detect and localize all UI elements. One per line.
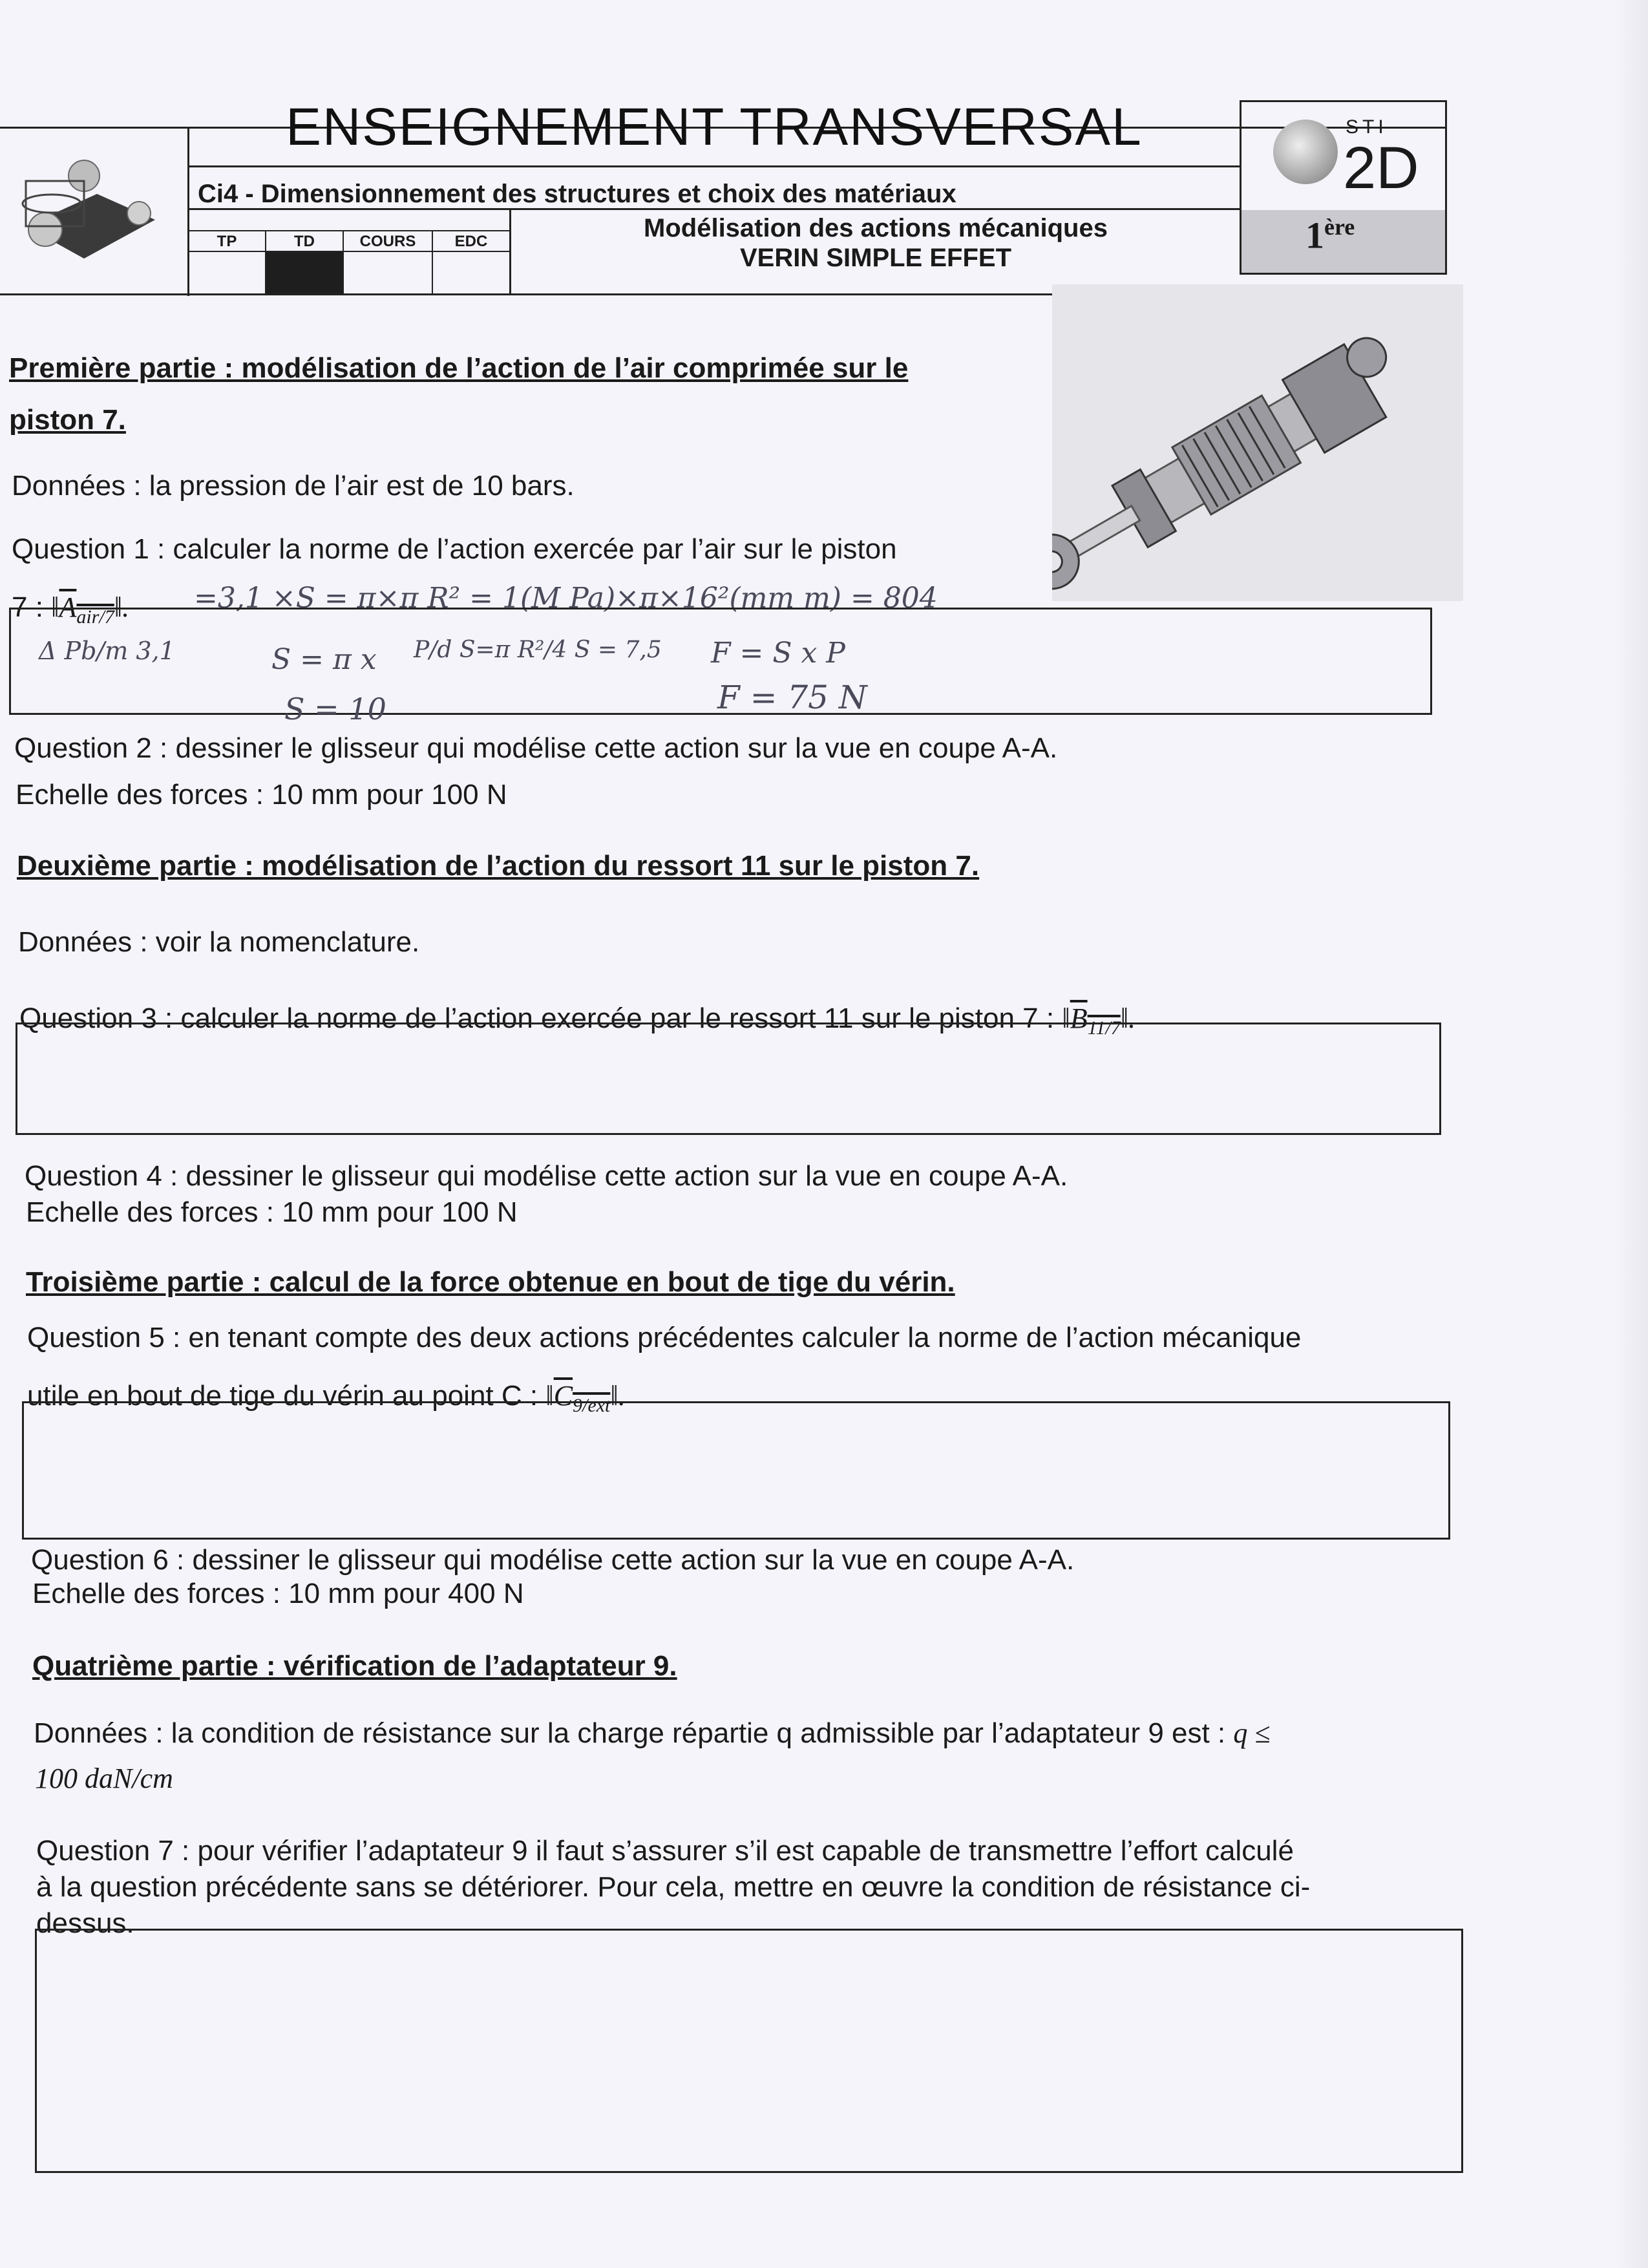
q1-vector-norm: $‖A_{air/7}‖$. xyxy=(51,591,130,628)
question-2-text: Question 2 : dessiner le glisseur qui modélise cette action sur la vue en coupe A-A. xyxy=(14,732,1058,764)
handwritten-q1-line: =3,1 ×S = π×π R² = 1(M Pa)×π×16²(mm m) = 804 xyxy=(194,582,938,615)
q5-vector: C xyxy=(553,1380,573,1412)
level-number: 1 xyxy=(1305,214,1324,257)
q3-vector: B xyxy=(1070,1002,1088,1034)
handwritten-a6: F = 75 N xyxy=(717,679,867,716)
question-5-line1: Question 5 : en tenant compte des deux actions précédentes calculer la norme de l’action mécanique xyxy=(27,1322,1302,1353)
question-4-text: Question 4 : dessiner le glisseur qui modélise cette action sur la vue en coupe A-A. xyxy=(25,1160,1068,1192)
part1-donnees: Données : la pression de l’air est de 10 bars. xyxy=(12,470,575,502)
page-edge xyxy=(1616,0,1648,2268)
q1-vector-sub: air/7 xyxy=(76,606,114,628)
logo-sti-text: STI xyxy=(1346,116,1388,138)
part1-heading-line2: piston 7. xyxy=(9,404,126,436)
course-subtitle: Ci4 - Dimensionnement des structures et choix des matériaux xyxy=(198,180,956,208)
question-4-scale: Echelle des forces : 10 mm pour 100 N xyxy=(26,1196,518,1228)
part2-donnees: Données : voir la nomenclature. xyxy=(18,926,420,958)
topic-line-1: Modélisation des actions mécaniques xyxy=(644,214,1108,242)
document-topic xyxy=(517,213,1234,273)
question-6-scale: Echelle des forces : 10 mm pour 400 N xyxy=(32,1578,524,1609)
cell-td: TD xyxy=(294,233,315,250)
donnees-text: Données : la condition de résistance sur la charge répartie q admissible par l’adaptateur 9 est : xyxy=(34,1717,1226,1749)
q1-prefix: 7 : xyxy=(12,591,43,623)
part3-heading: Troisième partie : calcul de la force obtenue en bout de tige du vérin. xyxy=(26,1266,955,1298)
part1-heading-line1: Première partie : modélisation de l’action de l’air comprimée sur le xyxy=(9,352,909,384)
cell-tp: TP xyxy=(217,233,237,250)
answer-box-q5[interactable] xyxy=(22,1401,1450,1540)
answer-box-q3[interactable] xyxy=(16,1023,1441,1135)
level-suffix: ère xyxy=(1324,214,1355,240)
donnees-condition: q ≤ xyxy=(1233,1717,1271,1749)
topic-line-2: VERIN SIMPLE EFFET xyxy=(739,244,1012,272)
q3-vector-sub: 11/7 xyxy=(1087,1017,1121,1039)
logo-2d-text: 2D xyxy=(1343,135,1419,201)
handwritten-a4: F = S x P xyxy=(711,637,845,670)
cylinder-render-image xyxy=(1052,284,1463,601)
cell-cours: COURS xyxy=(359,233,416,250)
question-6-text: Question 6 : dessiner le glisseur qui modélise cette action sur la vue en coupe A-A. xyxy=(31,1544,1075,1576)
handwritten-a1: Δ Pb/m 3,1 xyxy=(39,637,175,665)
part4-donnees-line1 xyxy=(34,1714,1271,1753)
question-2-scale: Echelle des forces : 10 mm pour 100 N xyxy=(16,779,507,811)
handwritten-a3: P/d S=π R²/4 S = 7,5 xyxy=(414,637,662,663)
question-7-line1: Question 7 : pour vérifier l’adaptateur 9 il faut s’assurer s’il est capable de transmettre l’effort calculé xyxy=(36,1835,1294,1867)
part4-donnees-line2: 100 daN/cm xyxy=(35,1763,173,1794)
question-7-line2: à la question précédente sans se détériorer. Pour cela, mettre en œuvre la condition de résistance ci- xyxy=(36,1871,1311,1903)
q3-vector-norm: $‖B_{11/7}‖$. xyxy=(1062,1002,1136,1039)
q5-vector-norm: $‖C_{9/ext}‖$. xyxy=(545,1380,626,1416)
q3-text: Question 3 : calculer la norme de l’action exercée par le ressort 11 sur le piston 7 : xyxy=(19,1002,1055,1034)
td-selected-cell xyxy=(266,252,343,293)
logo-left xyxy=(13,149,162,278)
cell-edc: EDC xyxy=(454,233,488,250)
page-title: ENSEIGNEMENT TRANSVERSAL xyxy=(286,98,1143,156)
question-7-line3: dessus. xyxy=(36,1907,134,1939)
handwritten-a5: S = 10 xyxy=(284,692,386,726)
question-1-text: Question 1 : calculer la norme de l’action exercée par l’air sur le piston xyxy=(12,533,897,565)
answer-box-q7[interactable] xyxy=(35,1929,1463,2173)
part4-heading: Quatrième partie : vérification de l’adaptateur 9. xyxy=(32,1650,677,1682)
q5-text: utile en bout de tige du vérin au point C : xyxy=(27,1380,538,1412)
part2-heading: Deuxième partie : modélisation de l’action du ressort 11 sur le piston 7. xyxy=(17,850,980,882)
q5-vector-sub: 9/ext xyxy=(573,1394,611,1416)
class-level xyxy=(1305,213,1355,257)
q1-vector: A xyxy=(59,591,77,623)
handwritten-a2: S = π x xyxy=(271,643,377,676)
